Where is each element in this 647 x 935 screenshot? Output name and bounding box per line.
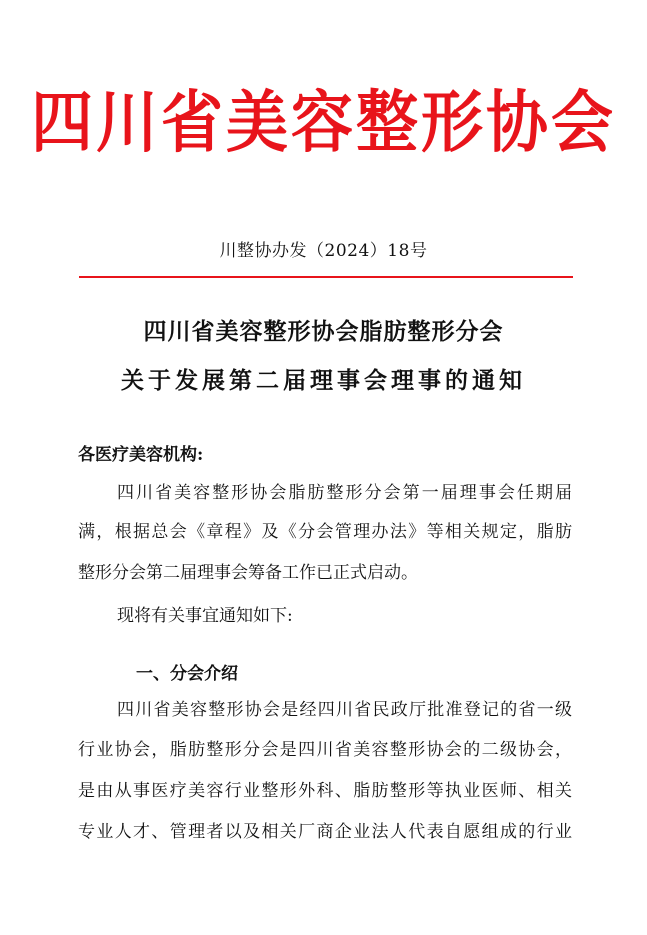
section-1-line-1: 四川省美容整形协会是经四川省民政厅批准登记的省一级 [117,700,572,720]
paragraph-1-line-1: 四川省美容整形协会脂肪整形分会第一届理事会任期届 [117,483,572,503]
paragraph-1-line-2: 满，根据总会《章程》及《分会管理办法》等相关规定，脂肪 [78,522,572,542]
section-1-line-2: 行业协会，脂肪整形分会是四川省美容整形协会的二级协会， [78,740,572,760]
document-number: 川整协办发（2024）18号 [219,241,428,261]
section-1-line-4: 专业人才、管理者以及相关厂商企业法人代表自愿组成的行业 [78,822,572,842]
paragraph-1-line-3: 整形分会第二届理事会筹备工作已正式启动。 [78,563,418,583]
salutation: 各医疗美容机构: [78,445,204,465]
section-1-line-3: 是由从事医疗美容行业整形外科、脂肪整形等执业医师、相关 [78,781,572,801]
notice-title-line-2: 关于发展第二届理事会理事的通知 [121,367,526,394]
paragraph-2: 现将有关事宜通知如下: [117,606,293,626]
section-1-heading: 一、分会介绍 [136,664,238,684]
org-name-header: 四川省美容整形协会 [30,83,616,162]
notice-title-line-1: 四川省美容整形协会脂肪整形分会 [143,318,504,345]
red-divider-line [79,276,573,278]
